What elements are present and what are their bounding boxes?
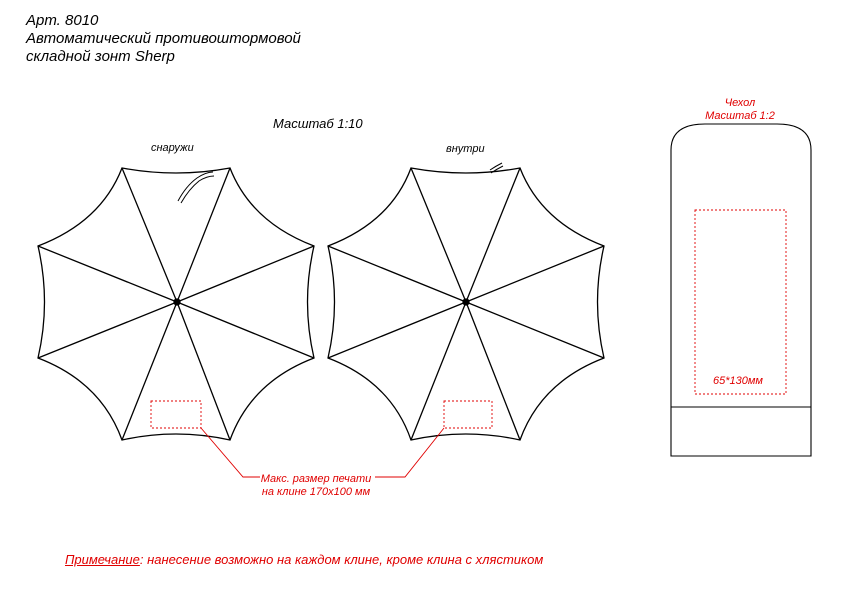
cover: [671, 124, 811, 456]
footnote-label: Примечание: [65, 552, 140, 567]
umbrella-inside-center: [463, 299, 469, 305]
product-name-line2: складной зонт Sherp: [26, 48, 175, 65]
footnote: [65, 552, 543, 567]
umbrella-inside: [328, 163, 604, 440]
cover-scale-text: Масштаб 1:2: [705, 110, 775, 122]
scale-label: Масштаб 1:10: [273, 116, 363, 131]
inside-view-label: внутри: [446, 143, 485, 155]
article-number: Арт. 8010: [26, 12, 99, 29]
product-name-line1: Автоматический противоштормовой: [26, 30, 301, 47]
cover-title-text: Чехол: [724, 97, 756, 109]
print-area-inside: [444, 401, 492, 428]
umbrella-outside-center: [174, 299, 180, 305]
strap-icon: [178, 172, 214, 203]
print-area-note-line2: на клине 170х100 мм: [261, 486, 371, 498]
footnote-text: : нанесение возможно на каждом клине, кроме клина с хлястиком: [139, 552, 544, 567]
cover-print-area: [695, 210, 786, 394]
cover-title: [700, 97, 780, 123]
print-area-note: [248, 473, 384, 499]
cover-outline: [671, 124, 811, 456]
print-area-leader-lines: [201, 428, 444, 477]
cover-print-size: 65*130мм: [713, 375, 763, 387]
page-title: [26, 12, 301, 66]
umbrella-outside: [38, 168, 314, 440]
print-area-note-line1: Макс. размер печати: [260, 473, 372, 485]
outside-view-label: снаружи: [151, 142, 194, 154]
print-area-outside: [151, 401, 201, 428]
